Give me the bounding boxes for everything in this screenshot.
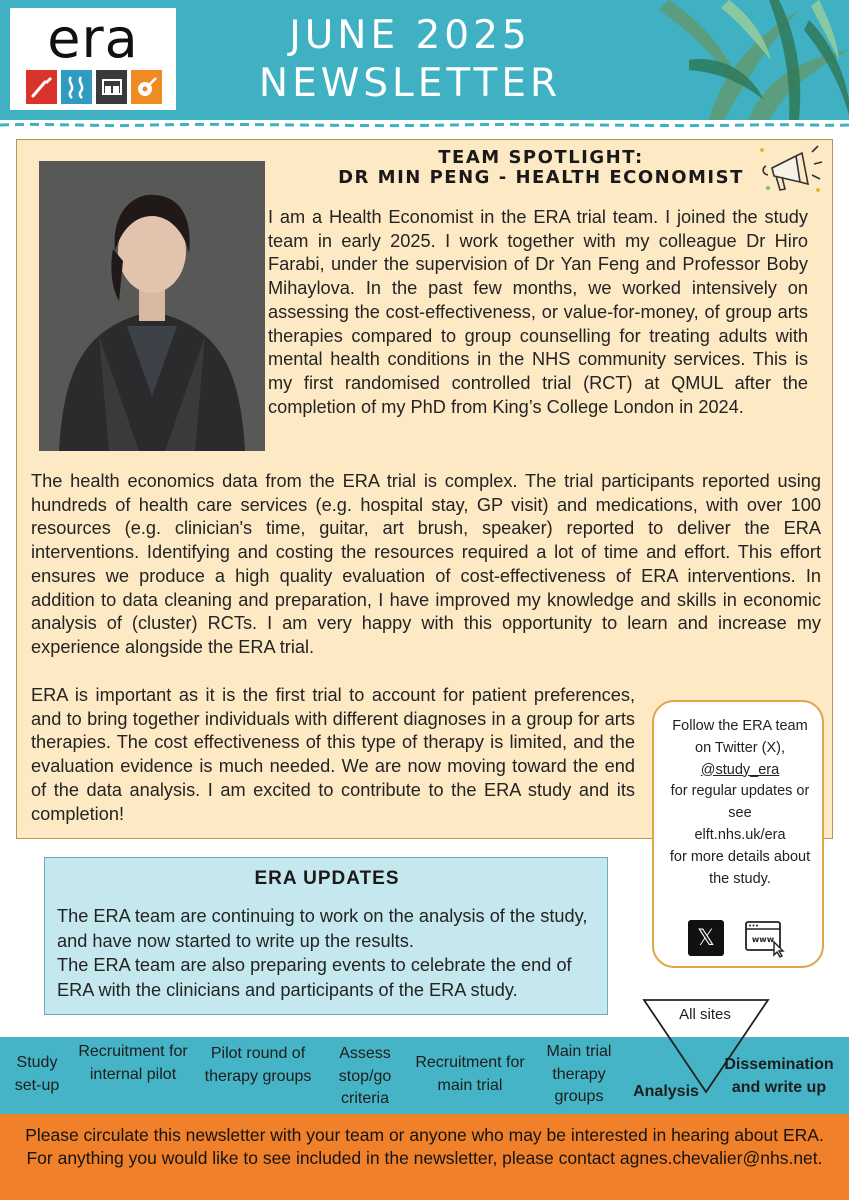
stage-recruitment-main: Recruitment for main trial — [415, 1054, 525, 1094]
theatre-icon — [96, 70, 127, 104]
stage-pilot-therapy: Pilot round of therapy groups — [204, 1045, 312, 1085]
stage-main-therapy: Main trial therapy groups — [546, 1043, 612, 1105]
follow-line3: for regular updates or see — [670, 783, 810, 822]
waves-icon — [61, 70, 92, 104]
title-date: JUNE 2025 — [289, 13, 531, 58]
guitar-icon — [131, 70, 162, 104]
spotlight-heading-line2: DR MIN PENG - HEALTH ECONOMIST — [338, 167, 744, 188]
www-label: www — [751, 935, 775, 944]
follow-card — [652, 700, 824, 968]
follow-line1: Follow the ERA team — [672, 718, 808, 734]
title-newsletter: NEWSLETTER — [258, 61, 562, 106]
all-sites-label: All sites — [679, 1006, 731, 1023]
footer-banner — [0, 1114, 849, 1200]
spotlight-paragraph-1: The health economics data from the ERA trial is complex. The trial participants reported using hundreds of health care services (e.g. hospital stay, GP visit) and medications, with over 100 resources (e.g. clinician's time, guitar, art brush, speaker) reported to deliver the ERA interventions. Identifying and costing the resources required a lot of time and effort. This effort ensures we produce a high quality evaluation of cost-effectiveness of ERA interventions. In addition to data cleaning and preparation, I have improved my knowledge and skills in economic analysis of (cluster) RCTs. I am very happy with this opportunity to learn and increase my experience alongside the ERA trial. — [31, 471, 821, 657]
stage-dissemination: Dissemination and write up — [724, 1056, 834, 1096]
megaphone-icon — [752, 140, 826, 200]
updates-text-1: The ERA team are continuing to work on the analysis of the study, and have now started to write up the results. — [57, 906, 588, 951]
updates-text-2: The ERA team are also preparing events to celebrate the end of ERA with the clinicians and participants of the ERA study. — [57, 955, 572, 1000]
stage-analysis: Analysis — [633, 1083, 699, 1100]
follow-line2: on Twitter (X), — [695, 739, 785, 756]
header-banner — [0, 0, 849, 120]
website-link[interactable]: elft.nhs.uk/era — [694, 826, 786, 843]
follow-line4: for more details about the study. — [669, 848, 811, 887]
spotlight-bio: I am a Health Economist in the ERA trial team. I joined the study team in early 2025. I work together with my colleague Dr Hiro Farabi, under the supervision of Dr Yan Feng and Professor Boby Mihaylova. In the past few months, we worked intensively on assessing the cost-effectiveness, or value-for-money, of group arts therapies compared to group counselling for treating adults with mental health conditions in the NHS community services. This is my first randomised controlled trial (RCT) at QMUL after the completion of my PhD from King’s College London in 2024. — [268, 207, 808, 417]
palm-leaves-decoration — [549, 0, 849, 120]
www-icon[interactable] — [744, 920, 788, 958]
paintbrush-icon — [26, 70, 57, 104]
era-logo — [10, 8, 176, 110]
era-updates-section — [44, 857, 608, 1015]
stage-study-setup: Study set-up — [14, 1054, 60, 1094]
logo-tiles — [26, 70, 162, 106]
follow-text — [660, 716, 820, 890]
footer-text: Please circulate this newsletter with your team or anyone who may be interested in hearing about ERA. For anything you would like to see included in the newsletter, please contact agnes.chevalier@nhs.net. — [25, 1125, 824, 1168]
dashed-divider — [0, 120, 849, 130]
updates-body — [57, 904, 602, 1002]
stage-recruitment-pilot: Recruitment for internal pilot — [78, 1043, 188, 1083]
stage-stop-go: Assess stop/go criteria — [338, 1045, 392, 1107]
spotlight-paragraph-2: ERA is important as it is the first trial to account for patient preferences, and to bring together individuals with different diagnoses in a group for arts therapies. The cost effectiveness of this type of therapy is limited, and the evaluation evidence is much needed. We are now moving toward the end of the data analysis. I am excited to contribute to the ERA study and its completion! — [31, 685, 635, 824]
x-logo-icon[interactable]: 𝕏 — [688, 920, 724, 956]
spotlight-heading — [271, 148, 811, 188]
spotlight-heading-line1: TEAM SPOTLIGHT: — [438, 147, 644, 168]
twitter-handle-link[interactable]: @study_era — [700, 761, 780, 778]
logo-wordmark: era — [47, 7, 139, 70]
portrait-photo — [39, 161, 265, 451]
updates-heading: ERA UPDATES — [254, 868, 400, 889]
